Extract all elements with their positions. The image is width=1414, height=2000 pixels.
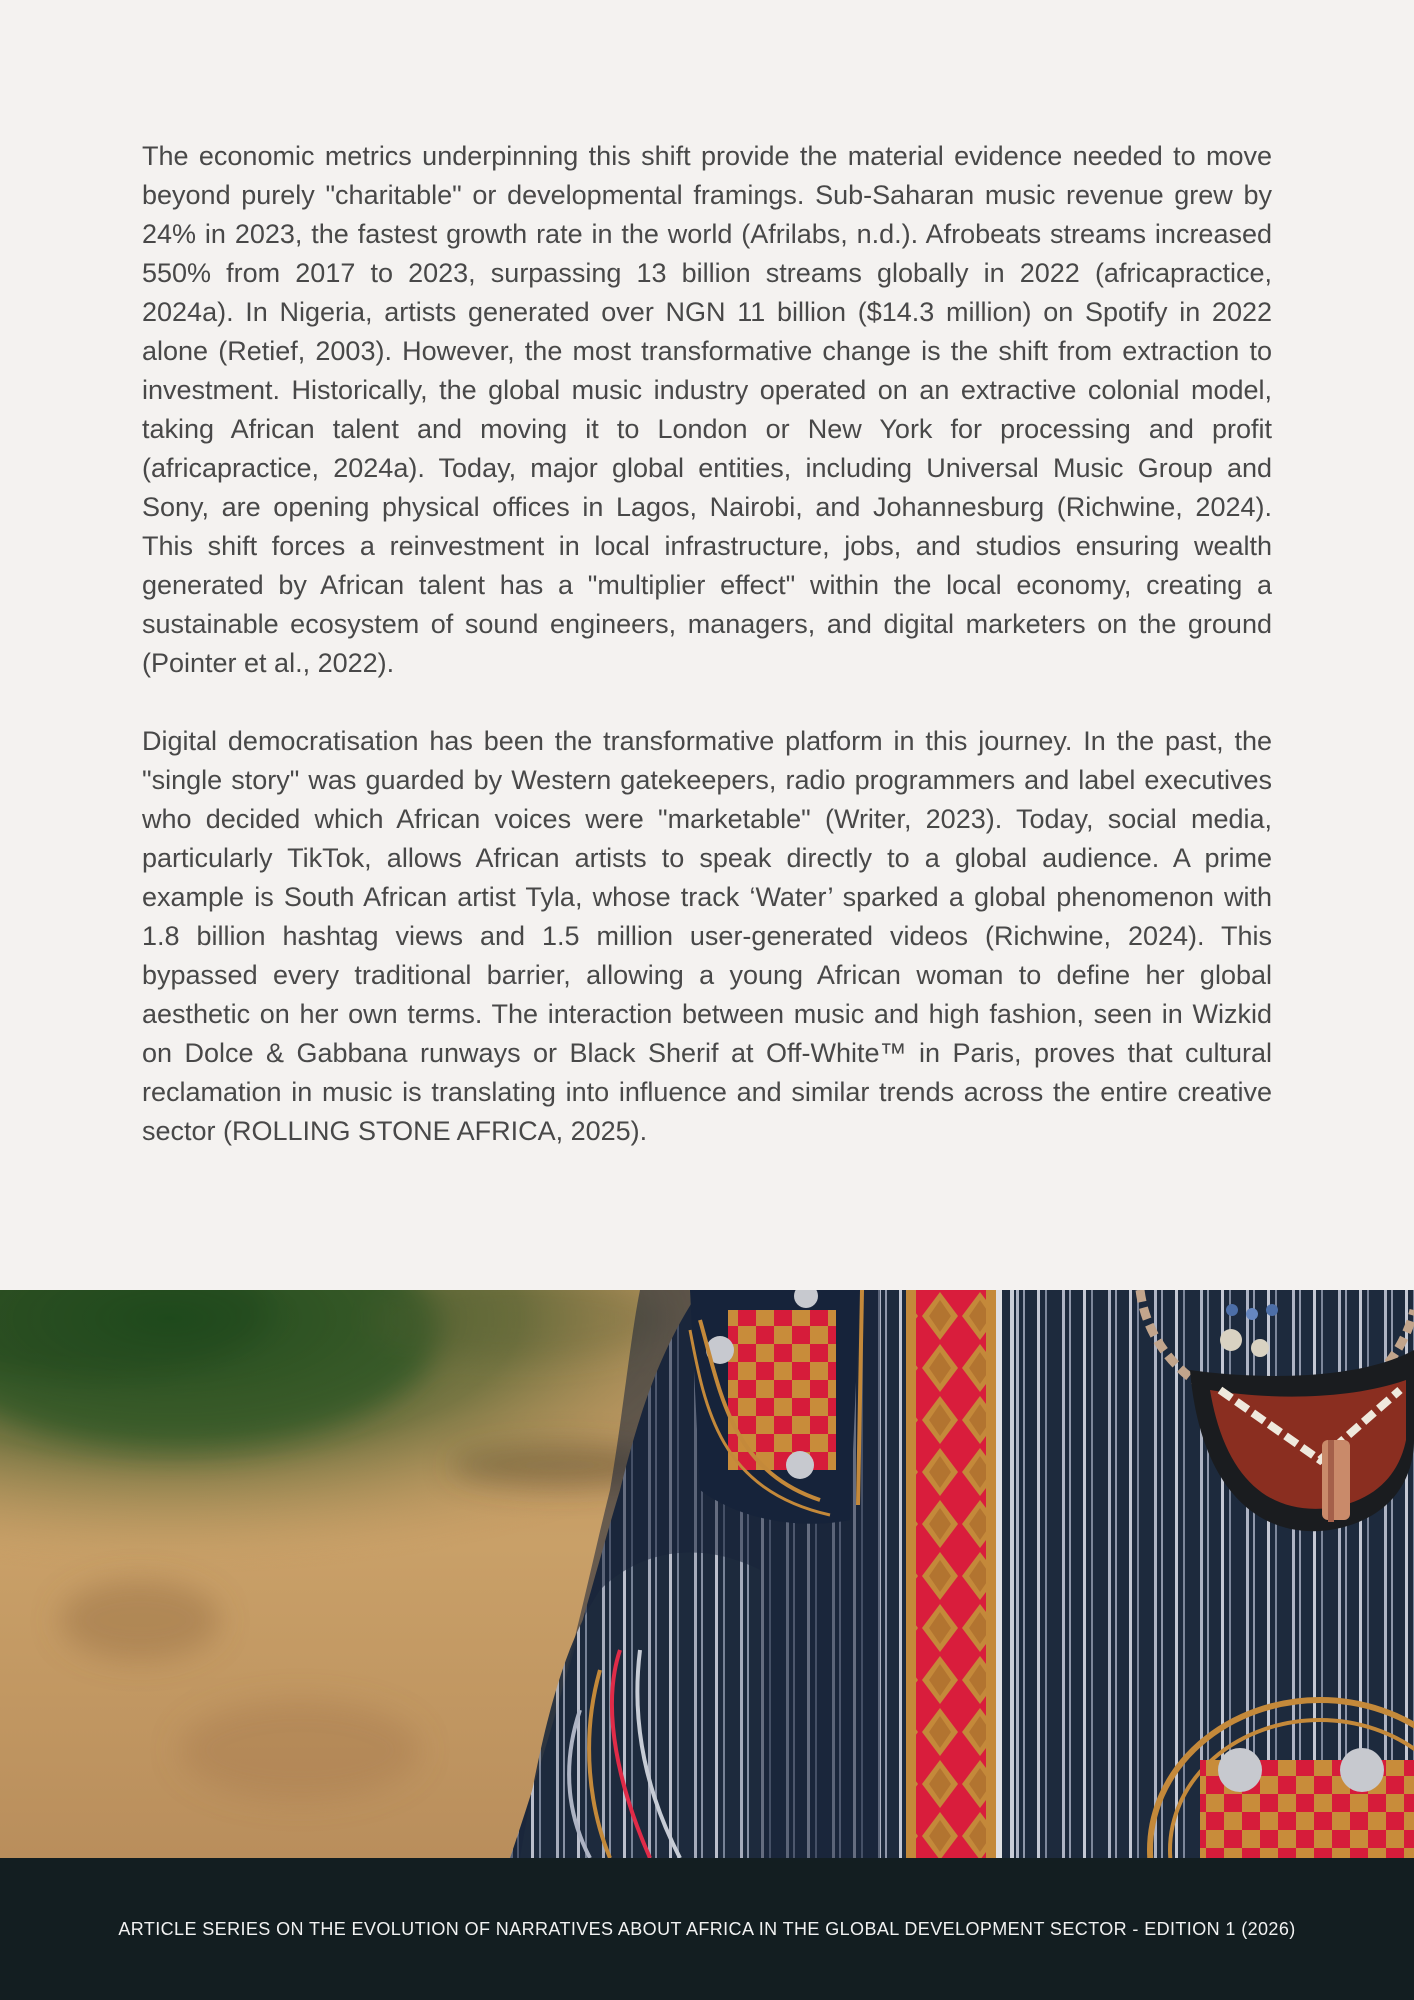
footer-bar <box>0 1858 1414 2000</box>
paragraph-digital-democratisation: Digital democratisation has been the transformative platform in this journey. In the past, the "single story" was guarded by Western gatekeepers, radio programmers and label executives who decided which African voices were "marketable" (Writer, 2023). Today, social media, particularly TikTok, allows African artists to speak directly to a global audience. A prime example is South African artist Tyla, whose track ‘Water’ sparked a global phenomenon with 1.8 billion hashtag views and 1.5 million user-generated videos (Richwine, 2024). This bypassed every traditional barrier, allowing a young African woman to define her global aesthetic on her own terms. The interaction between music and high fashion, seen in Wizkid on Dolce & Gabbana runways or Black Sherif at Off-White™ in Paris, proves that cultural reclamation in music is translating into influence and similar trends across the entire creative sector (ROLLING STONE AFRICA, 2025). <box>142 726 1272 1146</box>
embroidered-garment-photo <box>0 1290 1414 1858</box>
footer-series-title: ARTICLE SERIES ON THE EVOLUTION OF NARRATIVES ABOUT AFRICA IN THE GLOBAL DEVELOPMENT SECTOR - EDITION 1 (2026) <box>118 1919 1296 1939</box>
article-body <box>142 137 1272 1190</box>
paragraph-economic-metrics: The economic metrics underpinning this shift provide the material evidence needed to move beyond purely "charitable" or developmental framings. Sub-Saharan music revenue grew by 24% in 2023, the fastest growth rate in the world (Afrilabs, n.d.). Afrobeats streams increased 550% from 2017 to 2023, surpassing 13 billion streams globally in 2022 (africapractice, 2024a). In Nigeria, artists generated over NGN 11 billion ($14.3 million) on Spotify in 2022 alone (Retief, 2003). However, the most transformative change is the shift from extraction to investment. Historically, the global music industry operated on an extractive colonial model, taking African talent and moving it to London or New York for processing and profit (africapractice, 2024a). Today, major global entities, including Universal Music Group and Sony, are opening physical offices in Lagos, Nairobi, and Johannesburg (Richwine, 2024). This shift forces a reinvestment in local infrastructure, jobs, and studios ensuring wealth generated by African talent has a "multiplier effect" within the local economy, creating a sustainable ecosystem of sound engineers, managers, and digital marketers on the ground (Pointer et al., 2022). <box>142 141 1272 678</box>
